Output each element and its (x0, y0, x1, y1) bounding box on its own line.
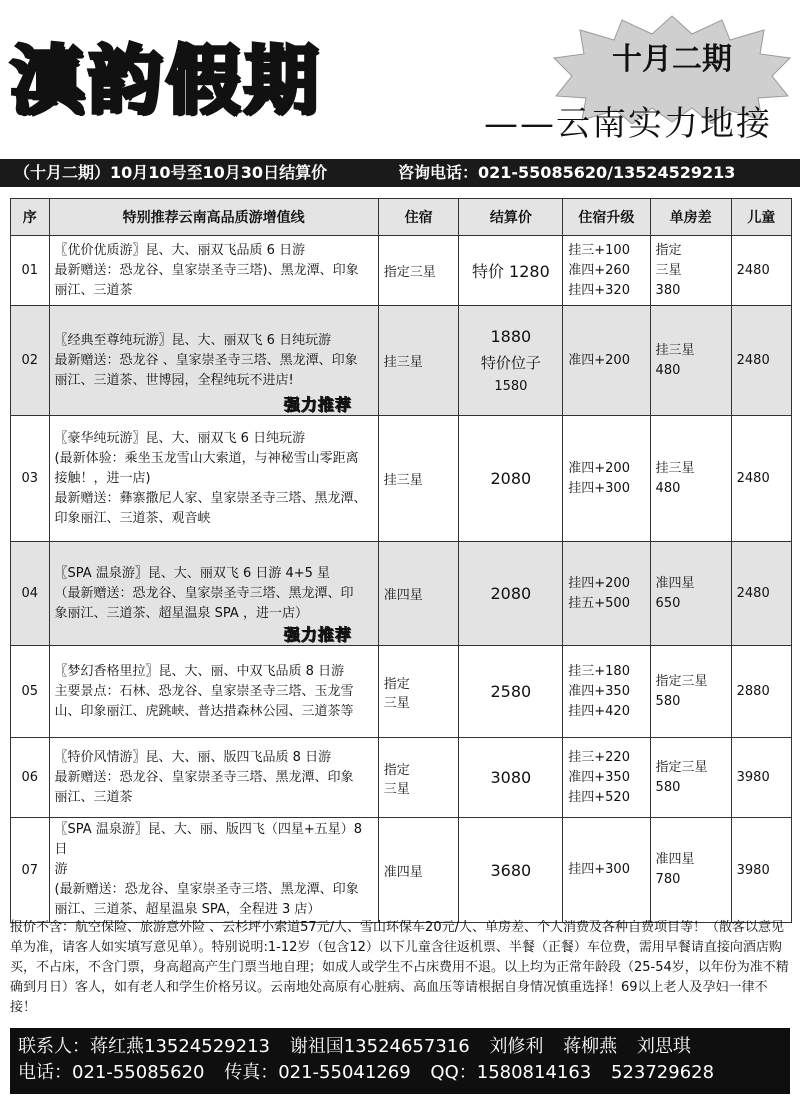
table-row (11, 738, 792, 818)
single-single-line: 准四星 (655, 575, 695, 591)
room-upgrade (563, 818, 650, 923)
single-single-line: 指定 (655, 242, 682, 258)
route-desc-line: 最新赠送：彝寨撒尼人家、皇家崇圣寺三塔、黑龙潭、 (54, 490, 367, 506)
table-header-row (11, 199, 792, 236)
single-single-line: 指定三星 (655, 673, 708, 689)
phone-number: 电话：021-55085620 (18, 1062, 205, 1083)
table-row (11, 306, 792, 416)
contact-primary: 联系人：蒋红燕13524529213 (18, 1036, 270, 1057)
single-single-line: 650 (655, 595, 681, 611)
qq-number-2: 523729628 (611, 1062, 715, 1083)
child-price: 2880 (731, 646, 791, 738)
route-desc-line: 〖经典至尊纯玩游〗昆、大、丽双飞 6 日纯玩游 (54, 332, 332, 348)
single-room-supplement (650, 818, 731, 923)
route-description (49, 306, 378, 416)
upgrade-upgrade-line: 挂四+420 (568, 703, 630, 719)
phone-row (18, 1060, 782, 1086)
price-line: 2080 (490, 584, 532, 603)
upgrade-upgrade-line: 挂三+220 (568, 749, 630, 765)
room-upgrade (563, 738, 650, 818)
single-single-line: 准四星 (655, 852, 695, 867)
route-desc-line: 最新赠送：恐龙谷、皇家崇圣寺三塔、黑龙潭、印象 (54, 769, 354, 785)
room-upgrade (563, 542, 650, 646)
route-desc-line: 游 (54, 862, 68, 877)
col-price: 结算价 (459, 199, 563, 236)
route-desc-line: 〖SPA 温泉游〗昆、大、丽、版四飞（四星+五星）8 日 (54, 822, 362, 857)
price-line: 2580 (490, 682, 532, 701)
tour-price-table (10, 198, 792, 923)
col-upgrade: 住宿升级 (563, 199, 650, 236)
upgrade-upgrade-line: 挂四+520 (568, 789, 630, 805)
child-price: 3980 (731, 738, 791, 818)
child-price: 2480 (731, 306, 791, 416)
fax-number: 传真：021-55041269 (224, 1062, 411, 1083)
single-single-line: 480 (655, 362, 681, 378)
single-single-line: 挂三星 (655, 342, 695, 358)
route-desc-line: 丽江、三道茶 (54, 282, 133, 298)
col-route: 特别推荐云南高品质游增值线 (49, 199, 378, 236)
route-description (49, 818, 378, 923)
route-desc-line: (最新体验：乘坐玉龙雪山大索道，与神秘雪山零距离 (54, 450, 359, 466)
single-single-line: 780 (655, 872, 681, 887)
col-stay: 住宿 (378, 199, 459, 236)
table-row (11, 646, 792, 738)
single-room-supplement (650, 236, 731, 306)
row-index: 01 (11, 236, 50, 306)
col-child: 儿童 (731, 199, 791, 236)
room-upgrade (563, 416, 650, 542)
upgrade-upgrade-line: 挂五+500 (568, 595, 630, 611)
table-row (11, 818, 792, 923)
route-description (49, 416, 378, 542)
accommodation: 挂三星 (378, 416, 459, 542)
route-desc-line: 象丽江、三道茶、超星温泉 SPA ，进一店） (54, 605, 308, 621)
price-line: 特价位子 (480, 354, 541, 372)
upgrade-upgrade-line: 挂三+180 (568, 663, 630, 679)
route-description (49, 646, 378, 738)
settlement-price (459, 236, 563, 306)
row-index: 06 (11, 738, 50, 818)
row-index: 07 (11, 818, 50, 923)
single-single-line: 480 (655, 480, 681, 496)
route-desc-line: 〖梦幻香格里拉〗昆、大、丽、中双飞品质 8 日游 (54, 663, 345, 679)
settlement-price (459, 646, 563, 738)
single-room-supplement (650, 306, 731, 416)
route-desc-line: 〖优价优质游〗昆、大、丽双飞品质 6 日游 (54, 242, 306, 258)
row-index: 05 (11, 646, 50, 738)
route-description (49, 542, 378, 646)
qq-number: QQ：1580814163 (430, 1062, 592, 1083)
accommodation: 准四星 (378, 542, 459, 646)
table-row (11, 542, 792, 646)
route-desc-line: 丽江、三道茶、超星温泉 SPA，全程进 3 店） (54, 902, 321, 917)
route-desc-line: 印象丽江、三道茶、观音峡 (54, 510, 211, 526)
route-desc-line: 最新赠送：恐龙谷、皇家崇圣寺三塔)、黑龙潭、印象 (54, 262, 359, 278)
settlement-price (459, 818, 563, 923)
route-desc-line: 丽江、三道茶、世博园，全程纯玩不进店! (54, 372, 294, 388)
upgrade-upgrade-line: 挂四+300 (568, 480, 630, 496)
upgrade-upgrade-line: 准四+350 (568, 769, 630, 785)
route-desc-line: 最新赠送：恐龙谷 、皇家崇圣寺三塔、黑龙潭、印象 (54, 352, 358, 368)
single-single-line: 380 (655, 282, 681, 298)
contact-name-4: 蒋柳燕 (563, 1036, 618, 1057)
route-desc-line: 主要景点：石林、恐龙谷、皇家崇圣寺三塔、玉龙雪 (54, 683, 354, 699)
settlement-period: （十月二期）10月10号至10月30日结算价 (14, 163, 328, 182)
recommend-stamp: 强力推荐 (283, 625, 352, 644)
upgrade-upgrade-line: 挂三+100 (568, 242, 630, 258)
child-price: 3980 (731, 818, 791, 923)
single-room-supplement (650, 416, 731, 542)
subtitle: ——云南实力地接 (484, 104, 772, 144)
col-single-supplement: 单房差 (650, 199, 731, 236)
accommodation: 指定 三星 (378, 738, 459, 818)
upgrade-upgrade-line: 挂四+200 (568, 575, 630, 591)
upgrade-upgrade-line: 准四+350 (568, 683, 630, 699)
single-room-supplement (650, 646, 731, 738)
row-index: 02 (11, 306, 50, 416)
upgrade-upgrade-line: 挂四+300 (568, 862, 630, 877)
single-single-line: 580 (655, 693, 681, 709)
accommodation: 挂三星 (378, 306, 459, 416)
room-upgrade (563, 306, 650, 416)
child-price: 2480 (731, 236, 791, 306)
child-price: 2480 (731, 416, 791, 542)
accommodation: 准四星 (378, 818, 459, 923)
route-desc-line: 〖SPA 温泉游〗昆、大、丽双飞 6 日游 4+5 星 (54, 565, 331, 581)
header (0, 0, 800, 158)
price-line: 1880 (490, 327, 532, 346)
accommodation: 指定三星 (378, 236, 459, 306)
brand-logo: 滇韵假期 (10, 38, 322, 124)
route-description (49, 236, 378, 306)
price-line: 1580 (494, 379, 528, 394)
issue-badge-label: 十月二期 (612, 42, 732, 77)
price-line: 3080 (490, 768, 532, 787)
row-index: 03 (11, 416, 50, 542)
table-row (11, 416, 792, 542)
single-room-supplement (650, 738, 731, 818)
settlement-price (459, 542, 563, 646)
route-description (49, 738, 378, 818)
col-index: 序 (11, 199, 50, 236)
upgrade-upgrade-line: 准四+200 (568, 460, 630, 476)
recommend-stamp: 强力推荐 (283, 395, 352, 414)
contact-footer (10, 1028, 790, 1094)
info-bar (0, 159, 800, 187)
route-desc-line: 山、印象丽江、虎跳峡、普达措森林公园、三道茶等 (54, 703, 354, 719)
route-desc-line: 接触！，进一店) (54, 470, 151, 486)
settlement-price (459, 416, 563, 542)
price-line: 2080 (490, 469, 532, 488)
route-desc-line: 〖豪华纯玩游〗昆、大、丽双飞 6 日纯玩游 (54, 430, 306, 446)
single-single-line: 挂三星 (655, 460, 695, 476)
price-line: 特价 1280 (471, 262, 550, 281)
single-single-line: 三星 (655, 262, 682, 278)
row-index: 04 (11, 542, 50, 646)
upgrade-upgrade-line: 准四+200 (568, 352, 630, 368)
upgrade-upgrade-line: 准四+260 (568, 262, 630, 278)
settlement-price (459, 306, 563, 416)
settlement-price (459, 738, 563, 818)
single-single-line: 指定三星 (655, 759, 708, 775)
price-line: 3680 (490, 860, 532, 880)
notes-text: 报价不含：航空保险、旅游意外险 、云杉坪小索道57元/人、雪山环保车20元/人、单房差、个人消费及各种自费项目等！（散客以意见单为准，请客人如实填写意见单）。特别说明:1-12岁（包含12）以下儿童含往返机票、半餐（正餐）车位费，需用早餐请直接向酒店购买，不占床，不含门票，身高超高产生门票当地自理；如成人或学生不占床费用不退。以上均为正常年龄段（25-54岁，以年份为准不精确到月日）客人，如有老人和学生价格另议。云南地处高原有心脏病、高血压等请根据自身情况慎重选择！69以上老人及孕妇一律不接！ (10, 920, 789, 1015)
contact-name-5: 刘思琪 (636, 1036, 691, 1057)
contact-secondary: 谢祖国13524657316 (289, 1036, 470, 1057)
consult-phone: 咨询电话：021-55085620/13524529213 (398, 163, 736, 182)
route-desc-line: 丽江、三道茶 (54, 789, 133, 805)
child-price: 2480 (731, 542, 791, 646)
single-room-supplement (650, 542, 731, 646)
route-desc-line: 〖特价风情游〗昆、大、丽、版四飞品质 8 日游 (54, 749, 332, 765)
upgrade-upgrade-line: 挂四+320 (568, 282, 630, 298)
route-desc-line: （最新赠送：恐龙谷、皇家崇圣寺三塔、黑龙潭、印 (54, 585, 354, 601)
table-row (11, 236, 792, 306)
contact-name-3: 刘修利 (489, 1036, 544, 1057)
accommodation: 指定 三星 (378, 646, 459, 738)
contact-row (18, 1034, 782, 1060)
room-upgrade (563, 236, 650, 306)
route-desc-line: (最新赠送：恐龙谷、皇家崇圣寺三塔、黑龙潭、印象 (54, 882, 359, 897)
single-single-line: 580 (655, 779, 681, 795)
room-upgrade (563, 646, 650, 738)
